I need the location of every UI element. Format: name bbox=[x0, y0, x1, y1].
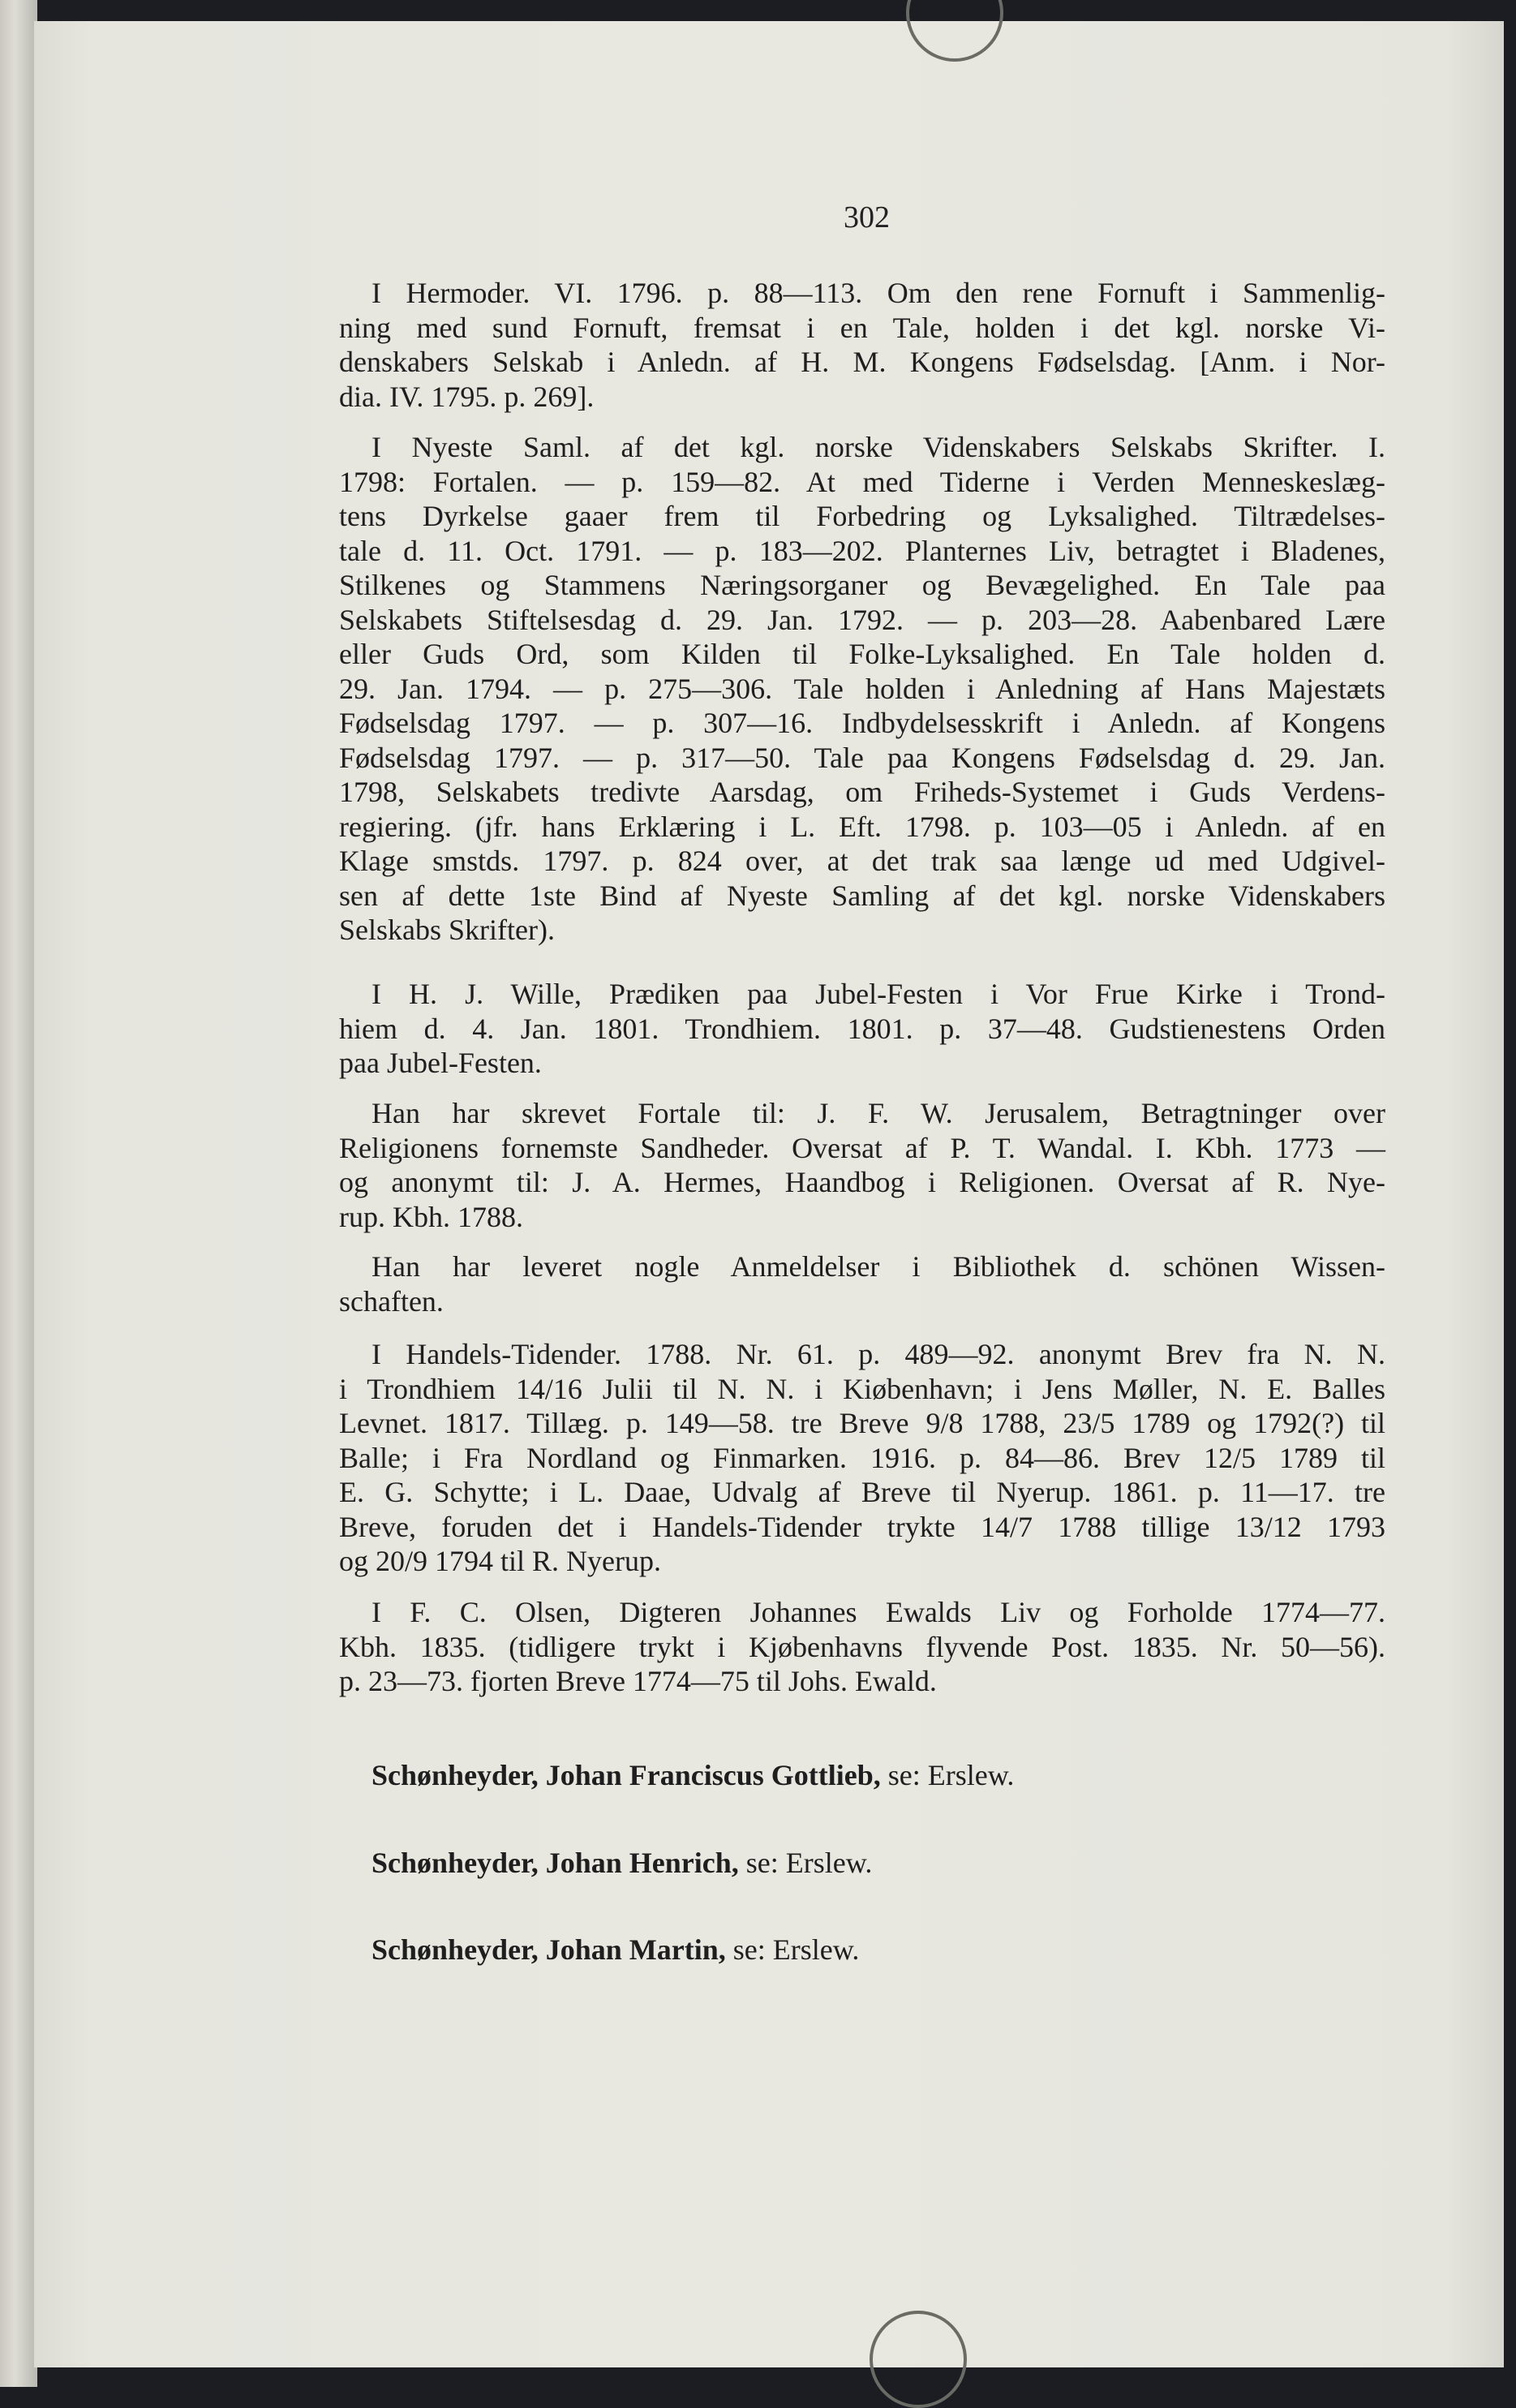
cross-reference: se: Erslew. bbox=[887, 1759, 1015, 1791]
text-line: tens Dyrkelse gaaer frem til Forbedring og Lyksalighed. Tiltrædelses- bbox=[339, 500, 1385, 532]
text-line: Selskabs Skrifter). bbox=[339, 914, 555, 946]
author-heading bbox=[339, 1758, 1385, 1793]
punch-hole-top bbox=[906, 0, 1003, 62]
entry-paragraph bbox=[339, 1249, 1385, 1318]
author-heading bbox=[339, 1846, 1385, 1881]
text-line: Selskabets Stiftelsesdag d. 29. Jan. 1792. — p. 203—28. Aabenbared Lære bbox=[339, 603, 1385, 636]
text-line: I Handels-Tidender. 1788. Nr. 61. p. 489—92. anonymt Brev fra N. N. bbox=[371, 1338, 1385, 1370]
entry-paragraph bbox=[339, 276, 1385, 414]
text-line: 1798: Fortalen. — p. 159—82. At med Tiderne i Verden Menneskeslæg- bbox=[339, 465, 1385, 498]
text-line: 29. Jan. 1794. — p. 275—306. Tale holden i Anledning af Hans Majestæts bbox=[339, 672, 1385, 705]
cross-reference: se: Erslew. bbox=[745, 1847, 873, 1879]
entry-paragraph bbox=[339, 977, 1385, 1081]
text-line: Fødselsdag 1797. — p. 317—50. Tale paa Kongens Fødselsdag d. 29. Jan. bbox=[339, 741, 1385, 774]
text-line: Fødselsdag 1797. — p. 307—16. Indbydelsesskrift i Anledn. af Kongens bbox=[339, 707, 1385, 739]
text-line: 1798, Selskabets tredivte Aarsdag, om Friheds-Systemet i Guds Verdens- bbox=[339, 776, 1385, 808]
page-number: 302 bbox=[844, 200, 890, 234]
entry-paragraph bbox=[339, 430, 1385, 948]
entry-paragraph bbox=[339, 1096, 1385, 1234]
author-heading-line bbox=[339, 1933, 1385, 1967]
text-line: hiem d. 4. Jan. 1801. Trondhiem. 1801. p. 37—48. Gudstienestens Orden bbox=[339, 1012, 1385, 1045]
text-line: regiering. (jfr. hans Erklæring i L. Eft. 1798. p. 103—05 i Anledn. af en bbox=[339, 810, 1385, 843]
author-heading-line bbox=[339, 1846, 1385, 1881]
author-name: Schønheyder, Johan Henrich, bbox=[371, 1847, 739, 1879]
punch-hole-bottom bbox=[870, 2311, 967, 2408]
text-line: I H. J. Wille, Prædiken paa Jubel-Festen i Vor Frue Kirke i Trond- bbox=[371, 978, 1385, 1010]
text-line: Han har skrevet Fortale til: J. F. W. Jerusalem, Betragtninger over bbox=[371, 1097, 1385, 1129]
text-line: og anonymt til: J. A. Hermes, Haandbog i Religionen. Oversat af R. Nye- bbox=[339, 1166, 1385, 1198]
text-line: ning med sund Fornuft, fremsat i en Tale, holden i det kgl. norske Vi- bbox=[339, 311, 1385, 344]
text-line: schaften. bbox=[339, 1284, 444, 1318]
text-line: I Hermoder. VI. 1796. p. 88—113. Om den rene Fornuft i Sammenlig- bbox=[371, 277, 1385, 309]
author-name: Schønheyder, Johan Martin, bbox=[371, 1933, 726, 1966]
text-line: rup. Kbh. 1788. bbox=[339, 1200, 523, 1233]
text-line: Stilkenes og Stammens Næringsorganer og Bevægelighed. En Tale paa bbox=[339, 569, 1385, 601]
text-line: Kbh. 1835. (tidligere trykt i Kjøbenhavns flyvende Post. 1835. Nr. 50—56). bbox=[339, 1630, 1385, 1663]
author-name: Schønheyder, Johan Franciscus Gottlieb, bbox=[371, 1759, 881, 1791]
author-heading bbox=[339, 1933, 1385, 1967]
text-line: i Trondhiem 14/16 Julii til N. N. i Kiøbenhavn; i Jens Møller, N. E. Balles bbox=[339, 1372, 1385, 1405]
entry-paragraph bbox=[339, 1337, 1385, 1579]
author-heading-line bbox=[339, 1758, 1385, 1793]
entry-paragraph bbox=[339, 1595, 1385, 1699]
text-line: E. G. Schytte; i L. Daae, Udvalg af Breve til Nyerup. 1861. p. 11—17. tre bbox=[339, 1476, 1385, 1508]
text-line: Breve, foruden det i Handels-Tidender trykte 14/7 1788 tillige 13/12 1793 bbox=[339, 1510, 1385, 1543]
text-line: I F. C. Olsen, Digteren Johannes Ewalds Liv og Forholde 1774—77. bbox=[371, 1596, 1385, 1628]
text-line: I Nyeste Saml. af det kgl. norske Videnskabers Selskabs Skrifter. I. bbox=[371, 431, 1385, 463]
text-line: tale d. 11. Oct. 1791. — p. 183—202. Planternes Liv, betragtet i Bladenes, bbox=[339, 534, 1385, 567]
text-line: dia. IV. 1795. p. 269]. bbox=[339, 380, 595, 413]
text-line: eller Guds Ord, som Kilden til Folke-Lyksalighed. En Tale holden d. bbox=[339, 638, 1385, 670]
text-line: Religionens fornemste Sandheder. Oversat af P. T. Wandal. I. Kbh. 1773 — bbox=[339, 1131, 1385, 1164]
text-line: Balle; i Fra Nordland og Finmarken. 1916. p. 84—86. Brev 12/5 1789 til bbox=[339, 1441, 1385, 1474]
text-line: Han har leveret nogle Anmeldelser i Bibliothek d. schönen Wissen- bbox=[371, 1250, 1385, 1283]
text-line: p. 23—73. fjorten Breve 1774—75 til Johs. Ewald. bbox=[339, 1665, 937, 1697]
text-line: denskabers Selskab i Anledn. af H. M. Kongens Fødselsdag. [Anm. i Nor- bbox=[339, 346, 1385, 378]
text-line: sen af dette 1ste Bind af Nyeste Samling af det kgl. norske Videnskabers bbox=[339, 879, 1385, 912]
cross-reference: se: Erslew. bbox=[732, 1933, 860, 1966]
book-spine bbox=[0, 0, 37, 2387]
text-line: paa Jubel-Festen. bbox=[339, 1047, 542, 1079]
text-line: Klage smstds. 1797. p. 824 over, at det trak saa længe ud med Udgivel- bbox=[339, 845, 1385, 877]
text-line: og 20/9 1794 til R. Nyerup. bbox=[339, 1545, 661, 1577]
text-line: Levnet. 1817. Tillæg. p. 149—58. tre Breve 9/8 1788, 23/5 1789 og 1792(?) til bbox=[339, 1407, 1385, 1439]
